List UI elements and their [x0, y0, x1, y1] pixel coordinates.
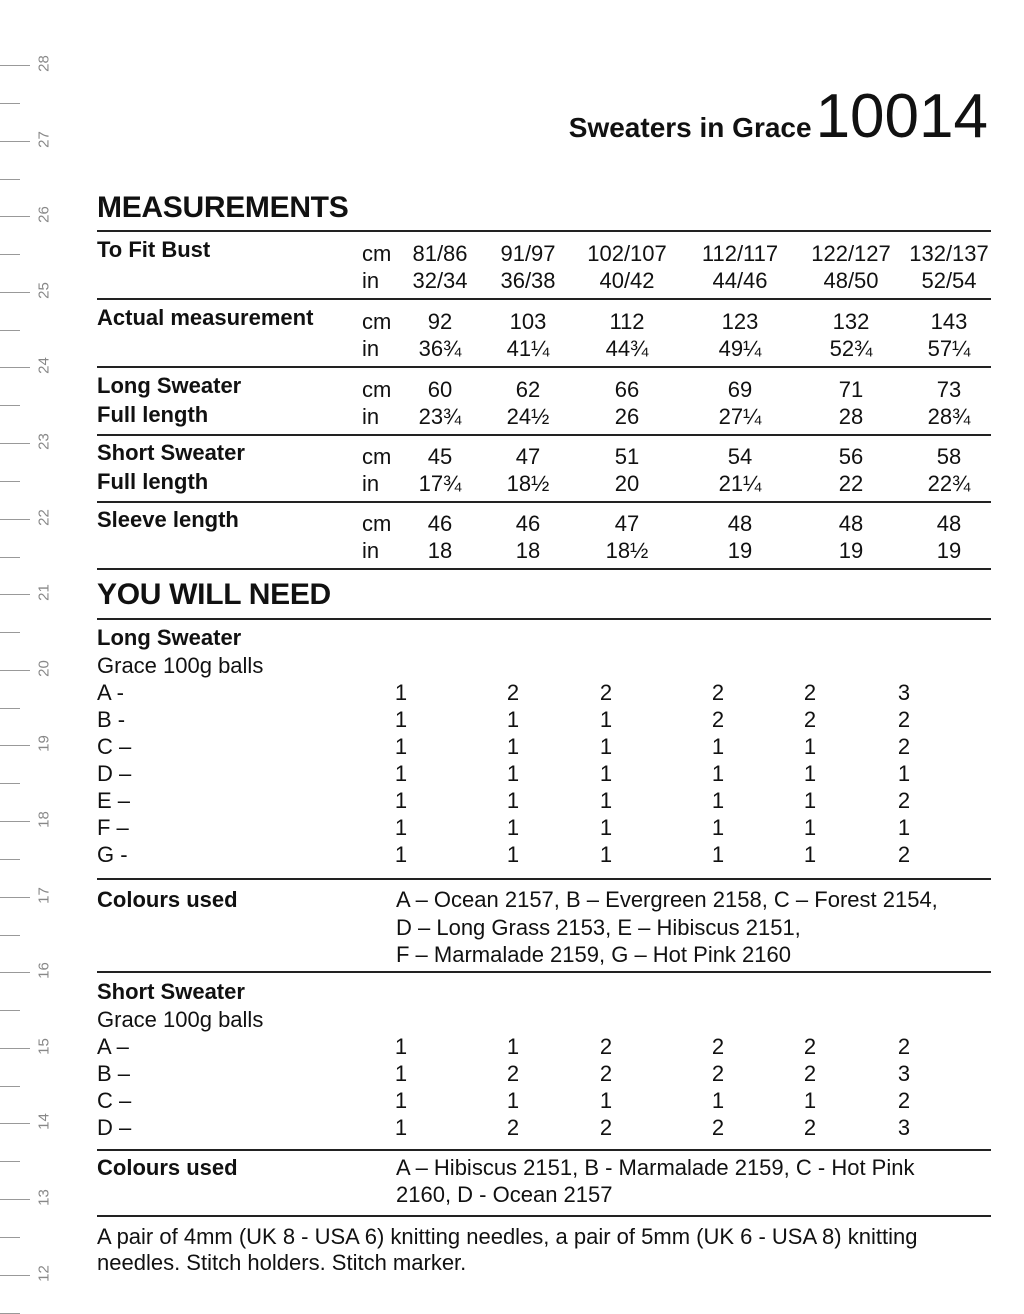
unit-label: in [362, 268, 380, 293]
section-divider [97, 366, 991, 368]
ruler-minor-tick [0, 859, 20, 860]
pattern-number: 10014 [815, 82, 988, 151]
yarn-quantity: 1 [506, 788, 520, 813]
yarn-quantity: 3 [897, 1115, 911, 1140]
section-title: Short Sweater [97, 979, 245, 1004]
ruler-minor-tick [0, 632, 20, 633]
yarn-quantity: 1 [711, 815, 725, 840]
measurements-heading: MEASUREMENTS [97, 191, 349, 224]
unit-label: cm [362, 444, 392, 469]
yarn-quantity: 2 [506, 1061, 520, 1086]
yarn-quantity: 1 [711, 842, 725, 867]
yarn-quantity: 2 [506, 1115, 520, 1140]
ruler-minor-tick [0, 103, 20, 104]
yarn-quantity: 1 [506, 1088, 520, 1113]
ruler-label: 26 [35, 206, 53, 224]
size-value: 18 [515, 538, 541, 563]
size-value: 69 [727, 377, 753, 402]
size-value: 27¼ [718, 404, 762, 429]
ruler-major-tick [0, 972, 30, 973]
size-value: 44/46 [712, 268, 768, 293]
section-divider [97, 1149, 991, 1151]
yarn-quantity: 1 [506, 734, 520, 759]
yarn-quantity: 1 [803, 761, 817, 786]
ruler-major-tick [0, 141, 30, 142]
size-value: 46 [427, 511, 453, 536]
size-value: 46 [515, 511, 541, 536]
yarn-label: D – [97, 1115, 132, 1140]
size-value: 18 [427, 538, 453, 563]
ruler-minor-tick [0, 1086, 20, 1087]
yarn-quantity: 1 [506, 815, 520, 840]
ruler-minor-tick [0, 481, 20, 482]
yarn-quantity: 1 [599, 842, 613, 867]
row-label: Sleeve length [97, 507, 239, 532]
unit-label: cm [362, 309, 392, 334]
yarn-quantity: 2 [711, 680, 725, 705]
section-divider [97, 618, 991, 620]
yarn-quantity: 1 [394, 788, 408, 813]
section-divider [97, 971, 991, 973]
size-value: 45 [427, 444, 453, 469]
yarn-label: C – [97, 1088, 132, 1113]
section-title: Long Sweater [97, 625, 242, 650]
yarn-quantity: 2 [711, 707, 725, 732]
size-value: 57¼ [927, 336, 971, 361]
section-divider [97, 501, 991, 503]
ruler-minor-tick [0, 708, 20, 709]
colours-label: Colours used [97, 887, 238, 912]
yarn-quantity: 2 [599, 1115, 613, 1140]
ruler-major-tick [0, 519, 30, 520]
size-value: 36/38 [500, 268, 556, 293]
yarn-quantity: 1 [897, 815, 911, 840]
row-label: Full length [97, 402, 209, 427]
ruler-major-tick [0, 1199, 30, 1200]
size-value: 73 [936, 377, 962, 402]
size-value: 28¾ [927, 404, 971, 429]
yarn-quantity: 2 [711, 1061, 725, 1086]
ruler-major-tick [0, 745, 30, 746]
row-label: Short Sweater [97, 440, 245, 465]
you-will-need-heading: YOU WILL NEED [97, 578, 331, 611]
yarn-quantity: 1 [711, 734, 725, 759]
size-value: 19 [727, 538, 753, 563]
ruler-minor-tick [0, 405, 20, 406]
ruler-major-tick [0, 897, 30, 898]
size-value: 32/34 [412, 268, 468, 293]
row-label: Long Sweater [97, 373, 242, 398]
unit-label: in [362, 471, 380, 496]
yarn-quantity: 1 [506, 707, 520, 732]
yarn-quantity: 1 [711, 788, 725, 813]
size-value: 66 [614, 377, 640, 402]
colours-text: A – Ocean 2157, B – Evergreen 2158, C – Forest 2154, [396, 887, 938, 912]
yarn-label: B - [97, 707, 126, 732]
colours-text: F – Marmalade 2159, G – Hot Pink 2160 [396, 942, 791, 967]
yarn-quantity: 2 [506, 680, 520, 705]
ruler-label: 25 [35, 281, 53, 299]
size-value: 18½ [605, 538, 649, 563]
yarn-quantity: 1 [711, 761, 725, 786]
yarn-quantity: 2 [711, 1115, 725, 1140]
yarn-label: E – [97, 788, 131, 813]
yarn-quantity: 2 [803, 1115, 817, 1140]
row-label: To Fit Bust [97, 237, 211, 262]
size-value: 91/97 [500, 241, 556, 266]
size-value: 51 [614, 444, 640, 469]
ruler-minor-tick [0, 1237, 20, 1238]
ruler-major-tick [0, 670, 30, 671]
needles-text: A pair of 4mm (UK 8 - USA 6) knitting needles, a pair of 5mm (UK 6 - USA 8) knitting [97, 1224, 918, 1249]
size-value: 123 [721, 309, 759, 334]
yarn-quantity: 2 [897, 788, 911, 813]
yarn-quantity: 1 [803, 842, 817, 867]
ruler-minor-tick [0, 254, 20, 255]
pattern-title: Sweaters in Grace [568, 112, 812, 143]
size-value: 40/42 [599, 268, 655, 293]
section-divider [97, 878, 991, 880]
row-label: Full length [97, 469, 209, 494]
yarn-quantity: 1 [394, 1034, 408, 1059]
unit-label: cm [362, 241, 392, 266]
yarn-quantity: 1 [394, 1088, 408, 1113]
unit-label: in [362, 336, 380, 361]
yarn-quantity: 1 [506, 842, 520, 867]
size-value: 71 [838, 377, 864, 402]
size-value: 41¼ [506, 336, 550, 361]
unit-label: cm [362, 377, 392, 402]
unit-label: cm [362, 511, 392, 536]
ruler-label: 27 [35, 130, 53, 148]
ruler-major-tick [0, 594, 30, 595]
colours-text: 2160, D - Ocean 2157 [396, 1182, 613, 1207]
size-value: 52/54 [921, 268, 977, 293]
ruler-label: 12 [35, 1264, 53, 1282]
yarn-quantity: 2 [711, 1034, 725, 1059]
page-title [569, 82, 988, 152]
ruler-minor-tick [0, 1010, 20, 1011]
yarn-label: F – [97, 815, 129, 840]
colours-text: D – Long Grass 2153, E – Hibiscus 2151, [396, 914, 801, 940]
yarn-label: G - [97, 842, 128, 867]
row-label: Actual measurement [97, 305, 314, 330]
ruler-minor-tick [0, 783, 20, 784]
size-value: 48 [936, 511, 962, 536]
section-divider [97, 434, 991, 436]
ruler-label: 16 [35, 962, 53, 980]
yarn-quantity: 2 [599, 1034, 613, 1059]
size-value: 52¾ [829, 336, 873, 361]
size-value: 58 [936, 444, 962, 469]
yarn-quantity: 2 [803, 680, 817, 705]
colours-label: Colours used [97, 1155, 238, 1180]
yarn-quantity: 1 [506, 761, 520, 786]
yarn-quantity: 1 [599, 788, 613, 813]
yarn-quantity: 1 [803, 815, 817, 840]
ruler-minor-tick [0, 557, 20, 558]
unit-label: in [362, 404, 380, 429]
section-divider [97, 1215, 991, 1217]
ruler-minor-tick [0, 935, 20, 936]
yarn-quantity: 2 [599, 1061, 613, 1086]
size-value: 143 [930, 309, 968, 334]
section-divider [97, 230, 991, 232]
size-value: 122/127 [811, 241, 891, 266]
size-value: 103 [509, 309, 547, 334]
size-value: 102/107 [587, 241, 667, 266]
ruler-label: 13 [35, 1189, 53, 1206]
yarn-quantity: 1 [897, 761, 911, 786]
yarn-quantity: 1 [803, 788, 817, 813]
ruler-major-tick [0, 1048, 30, 1049]
ruler-label: 15 [35, 1037, 53, 1055]
size-value: 48 [727, 511, 753, 536]
ruler-major-tick [0, 443, 30, 444]
size-value: 54 [727, 444, 753, 469]
size-value: 92 [427, 309, 453, 334]
yarn-quantity: 1 [506, 1034, 520, 1059]
size-value: 62 [515, 377, 541, 402]
yarn-quantity: 2 [897, 734, 911, 759]
yarn-description: Grace 100g balls [97, 1007, 264, 1032]
size-value: 20 [614, 471, 640, 496]
size-value: 81/86 [412, 241, 468, 266]
yarn-quantity: 1 [394, 1061, 408, 1086]
ruler-minor-tick [0, 1313, 20, 1314]
yarn-quantity: 2 [897, 1088, 911, 1113]
ruler-major-tick [0, 65, 30, 66]
ruler-label: 20 [35, 659, 53, 677]
ruler-major-tick [0, 1123, 30, 1124]
needles-text: needles. Stitch holders. Stitch marker. [97, 1250, 467, 1275]
yarn-quantity: 3 [897, 680, 911, 705]
yarn-quantity: 2 [897, 1034, 911, 1059]
yarn-quantity: 3 [897, 1061, 911, 1086]
size-value: 47 [515, 444, 541, 469]
ruler-label: 28 [35, 55, 53, 72]
ruler-major-tick [0, 821, 30, 822]
size-value: 18½ [506, 471, 550, 496]
ruler-label: 24 [35, 357, 53, 375]
unit-label: in [362, 538, 380, 563]
size-value: 17¾ [418, 471, 462, 496]
yarn-quantity: 2 [599, 680, 613, 705]
ruler-major-tick [0, 292, 30, 293]
size-value: 132/137 [909, 241, 989, 266]
size-value: 28 [838, 404, 864, 429]
yarn-description: Grace 100g balls [97, 653, 264, 678]
ruler-label: 23 [35, 433, 53, 450]
size-value: 19 [838, 538, 864, 563]
size-value: 44¾ [605, 336, 649, 361]
size-value: 47 [614, 511, 640, 536]
colours-text: A – Hibiscus 2151, B - Marmalade 2159, C - Hot Pink [396, 1155, 915, 1180]
size-value: 60 [427, 377, 453, 402]
section-divider [97, 568, 991, 570]
yarn-quantity: 2 [803, 1034, 817, 1059]
ruler-label: 19 [35, 735, 53, 753]
yarn-quantity: 1 [394, 815, 408, 840]
size-value: 24½ [506, 404, 550, 429]
yarn-quantity: 2 [897, 842, 911, 867]
size-value: 23¾ [418, 404, 462, 429]
yarn-quantity: 1 [599, 707, 613, 732]
yarn-quantity: 1 [394, 680, 408, 705]
ruler-label: 22 [35, 508, 53, 526]
yarn-label: A – [97, 1034, 129, 1059]
yarn-quantity: 1 [599, 761, 613, 786]
yarn-quantity: 1 [394, 761, 408, 786]
ruler-label: 17 [35, 886, 53, 904]
yarn-quantity: 1 [599, 1088, 613, 1113]
yarn-quantity: 2 [897, 707, 911, 732]
size-value: 48/50 [823, 268, 879, 293]
ruler-major-tick [0, 216, 30, 217]
ruler-major-tick [0, 1275, 30, 1276]
size-value: 56 [838, 444, 864, 469]
size-value: 48 [838, 511, 864, 536]
size-value: 21¼ [718, 471, 762, 496]
size-value: 112 [609, 309, 645, 334]
yarn-label: B – [97, 1061, 131, 1086]
size-value: 36¾ [418, 336, 462, 361]
yarn-label: C – [97, 734, 132, 759]
yarn-quantity: 1 [394, 734, 408, 759]
yarn-quantity: 2 [803, 1061, 817, 1086]
yarn-quantity: 1 [599, 815, 613, 840]
size-value: 22¾ [927, 471, 971, 496]
size-value: 22 [838, 471, 864, 496]
ruler-minor-tick [0, 179, 20, 180]
yarn-quantity: 1 [394, 842, 408, 867]
yarn-quantity: 1 [394, 1115, 408, 1140]
ruler-minor-tick [0, 330, 20, 331]
yarn-quantity: 1 [599, 734, 613, 759]
ruler-label: 21 [35, 584, 53, 602]
yarn-quantity: 1 [711, 1088, 725, 1113]
yarn-quantity: 1 [803, 734, 817, 759]
ruler-minor-tick [0, 1161, 20, 1162]
yarn-label: D – [97, 761, 132, 786]
ruler-major-tick [0, 367, 30, 368]
yarn-quantity: 2 [803, 707, 817, 732]
ruler-label: 18 [35, 811, 53, 828]
yarn-quantity: 1 [803, 1088, 817, 1113]
size-value: 132 [832, 309, 870, 334]
section-divider [97, 298, 991, 300]
size-value: 19 [936, 538, 962, 563]
size-value: 112/117 [701, 241, 779, 266]
size-value: 26 [614, 404, 640, 429]
size-value: 49¼ [718, 336, 762, 361]
ruler-label: 14 [35, 1113, 53, 1131]
yarn-label: A - [97, 680, 124, 705]
yarn-quantity: 1 [394, 707, 408, 732]
